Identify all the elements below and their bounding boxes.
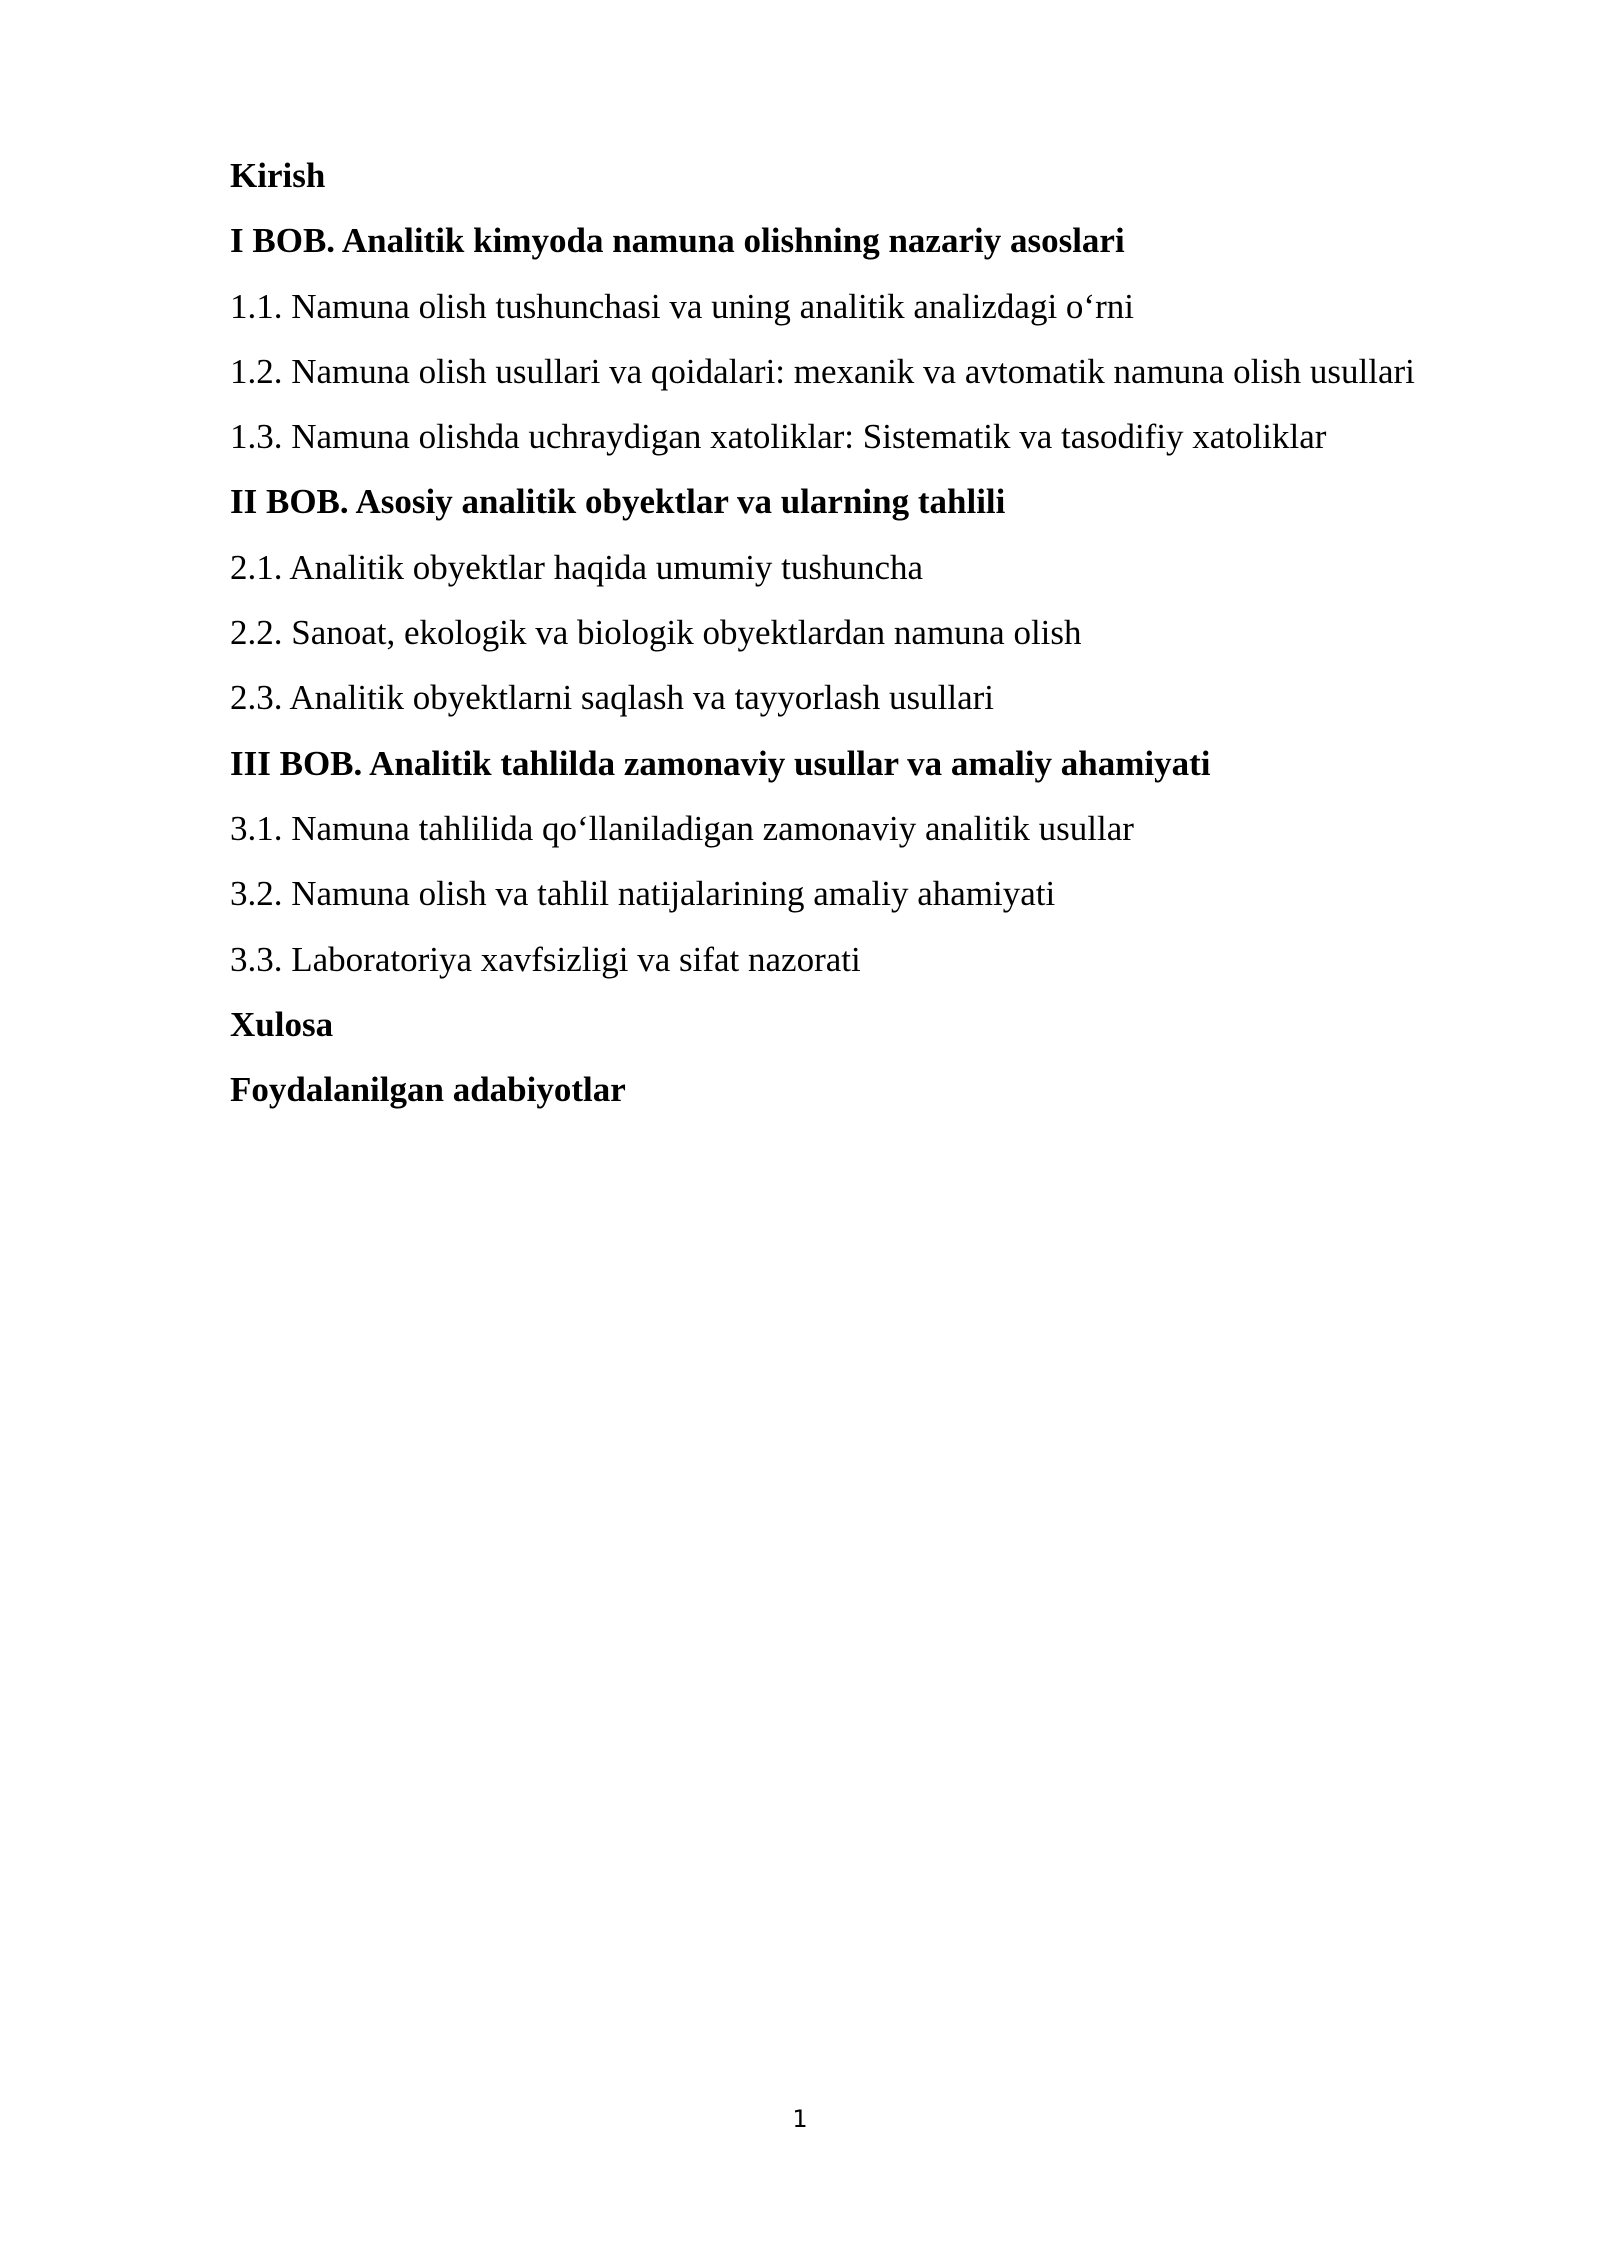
toc-entry-section-1-3: 1.3. Namuna olishda uchraydigan xatoliklar: Sistematik va tasodifiy xatoliklar: [230, 417, 1327, 457]
toc-entry-section-1-1: 1.1. Namuna olish tushunchasi va uning analitik analizdagi o‘rni: [230, 286, 1134, 326]
toc-entry-section-2-3: 2.3. Analitik obyektlarni saqlash va tayyorlash usullari: [230, 678, 995, 718]
toc-entry-chapter-3: III BOB. Analitik tahlilda zamonaviy usullar va amaliy ahamiyati: [230, 743, 1211, 783]
toc-entry-section-3-1: 3.1. Namuna tahlilida qo‘llaniladigan zamonaviy analitik usullar: [230, 808, 1134, 848]
toc-entry-section-2-2: 2.2. Sanoat, ekologik va biologik obyektlardan namuna olish: [230, 613, 1082, 653]
toc-entry-introduction: Kirish: [230, 156, 326, 195]
toc-entry-section-3-2: 3.2. Namuna olish va tahlil natijalarining amaliy ahamiyati: [230, 874, 1056, 914]
toc-entry-section-3-3: 3.3. Laboratoriya xavfsizligi va sifat nazorati: [230, 939, 861, 979]
toc-entry-chapter-2: II BOB. Asosiy analitik obyektlar va ularning tahlili: [230, 482, 1006, 522]
toc-entry-conclusion: Xulosa: [230, 1004, 334, 1044]
toc-entry-chapter-1: I BOB. Analitik kimyoda namuna olishning nazariy asoslari: [230, 221, 1125, 261]
toc-entry-section-2-1: 2.1. Analitik obyektlar haqida umumiy tushuncha: [230, 547, 924, 587]
table-of-contents: [230, 143, 1495, 1122]
page-number: 1: [792, 2105, 808, 2133]
toc-entry-section-1-2: 1.2. Namuna olish usullari va qoidalari: mexanik va avtomatik namuna olish usullari: [230, 351, 1415, 391]
toc-entry-references: Foydalanilgan adabiyotlar: [230, 1070, 626, 1110]
